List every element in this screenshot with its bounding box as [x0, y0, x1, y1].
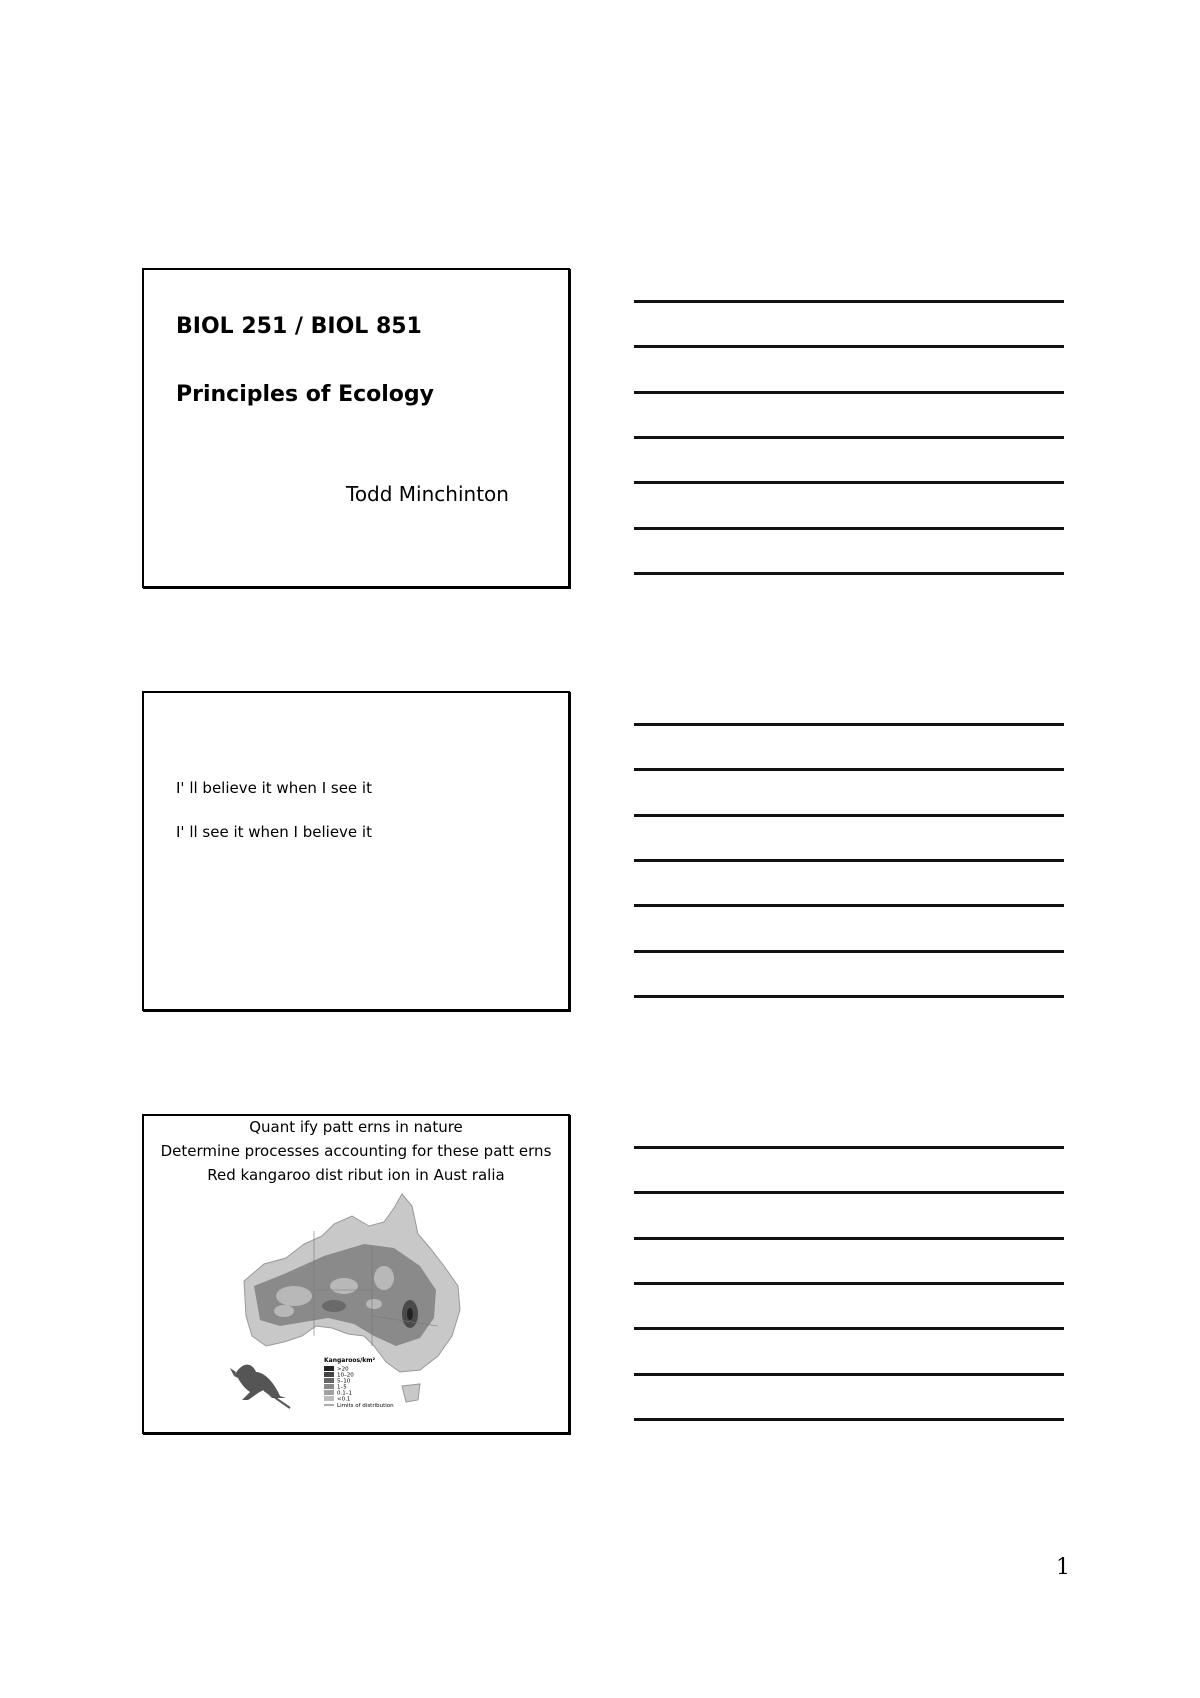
density-patch: [276, 1286, 312, 1306]
legend-item: >20: [337, 1366, 349, 1373]
note-line: [634, 1191, 1064, 1194]
caption-kangaroo: Red kangaroo dist ribut ion in Aust ralia: [207, 1166, 505, 1184]
tasmania-outline: [402, 1384, 420, 1402]
note-line: [634, 1237, 1064, 1240]
density-patch: [322, 1300, 346, 1312]
legend-item: 10–20: [337, 1372, 354, 1379]
note-line: [634, 859, 1064, 862]
note-line: [634, 814, 1064, 817]
legend-item: <0.1: [337, 1396, 351, 1403]
note-line: [634, 1327, 1064, 1330]
note-line: [634, 436, 1064, 439]
map-legend: [324, 1357, 394, 1409]
caption-determine: Determine processes accounting for these patt erns: [160, 1142, 552, 1160]
slide-2: [142, 691, 570, 1011]
quote-line-1: I' ll believe it when I see it: [176, 779, 372, 797]
slide-3: [142, 1114, 570, 1434]
quote-line-2: I' ll see it when I believe it: [176, 823, 372, 841]
course-title: Principles of Ecology: [176, 382, 434, 407]
legend-item: 5–10: [337, 1378, 351, 1385]
legend-item: 1–5: [337, 1384, 347, 1391]
kangaroo-icon: [230, 1365, 290, 1408]
density-patch: [274, 1305, 294, 1317]
note-line: [634, 572, 1064, 575]
note-line: [634, 768, 1064, 771]
density-patch: [374, 1266, 394, 1290]
slide-1: [142, 268, 570, 588]
page-number: 1: [1056, 1555, 1070, 1580]
note-line: [634, 995, 1064, 998]
note-line: [634, 1282, 1064, 1285]
note-line: [634, 904, 1064, 907]
note-line: [634, 300, 1064, 303]
density-patch: [366, 1299, 382, 1309]
note-line: [634, 345, 1064, 348]
note-line: [634, 950, 1064, 953]
note-line: [634, 1373, 1064, 1376]
note-line: [634, 391, 1064, 394]
density-patch: [330, 1278, 358, 1294]
note-line: [634, 723, 1064, 726]
note-line: [634, 1146, 1064, 1149]
note-line: [634, 1418, 1064, 1421]
legend-item: Limits of distribution: [337, 1403, 394, 1409]
legend-item: 0.1–1: [337, 1390, 352, 1397]
note-line: [634, 527, 1064, 530]
australia-map: [224, 1186, 484, 1426]
note-line: [634, 481, 1064, 484]
course-code: BIOL 251 / BIOL 851: [176, 314, 422, 339]
caption-quantify: Quant ify patt erns in nature: [249, 1118, 463, 1136]
author-name: Todd Minchinton: [346, 482, 509, 506]
legend-title: Kangaroos/km²: [324, 1357, 376, 1364]
density-patch: [407, 1308, 413, 1320]
